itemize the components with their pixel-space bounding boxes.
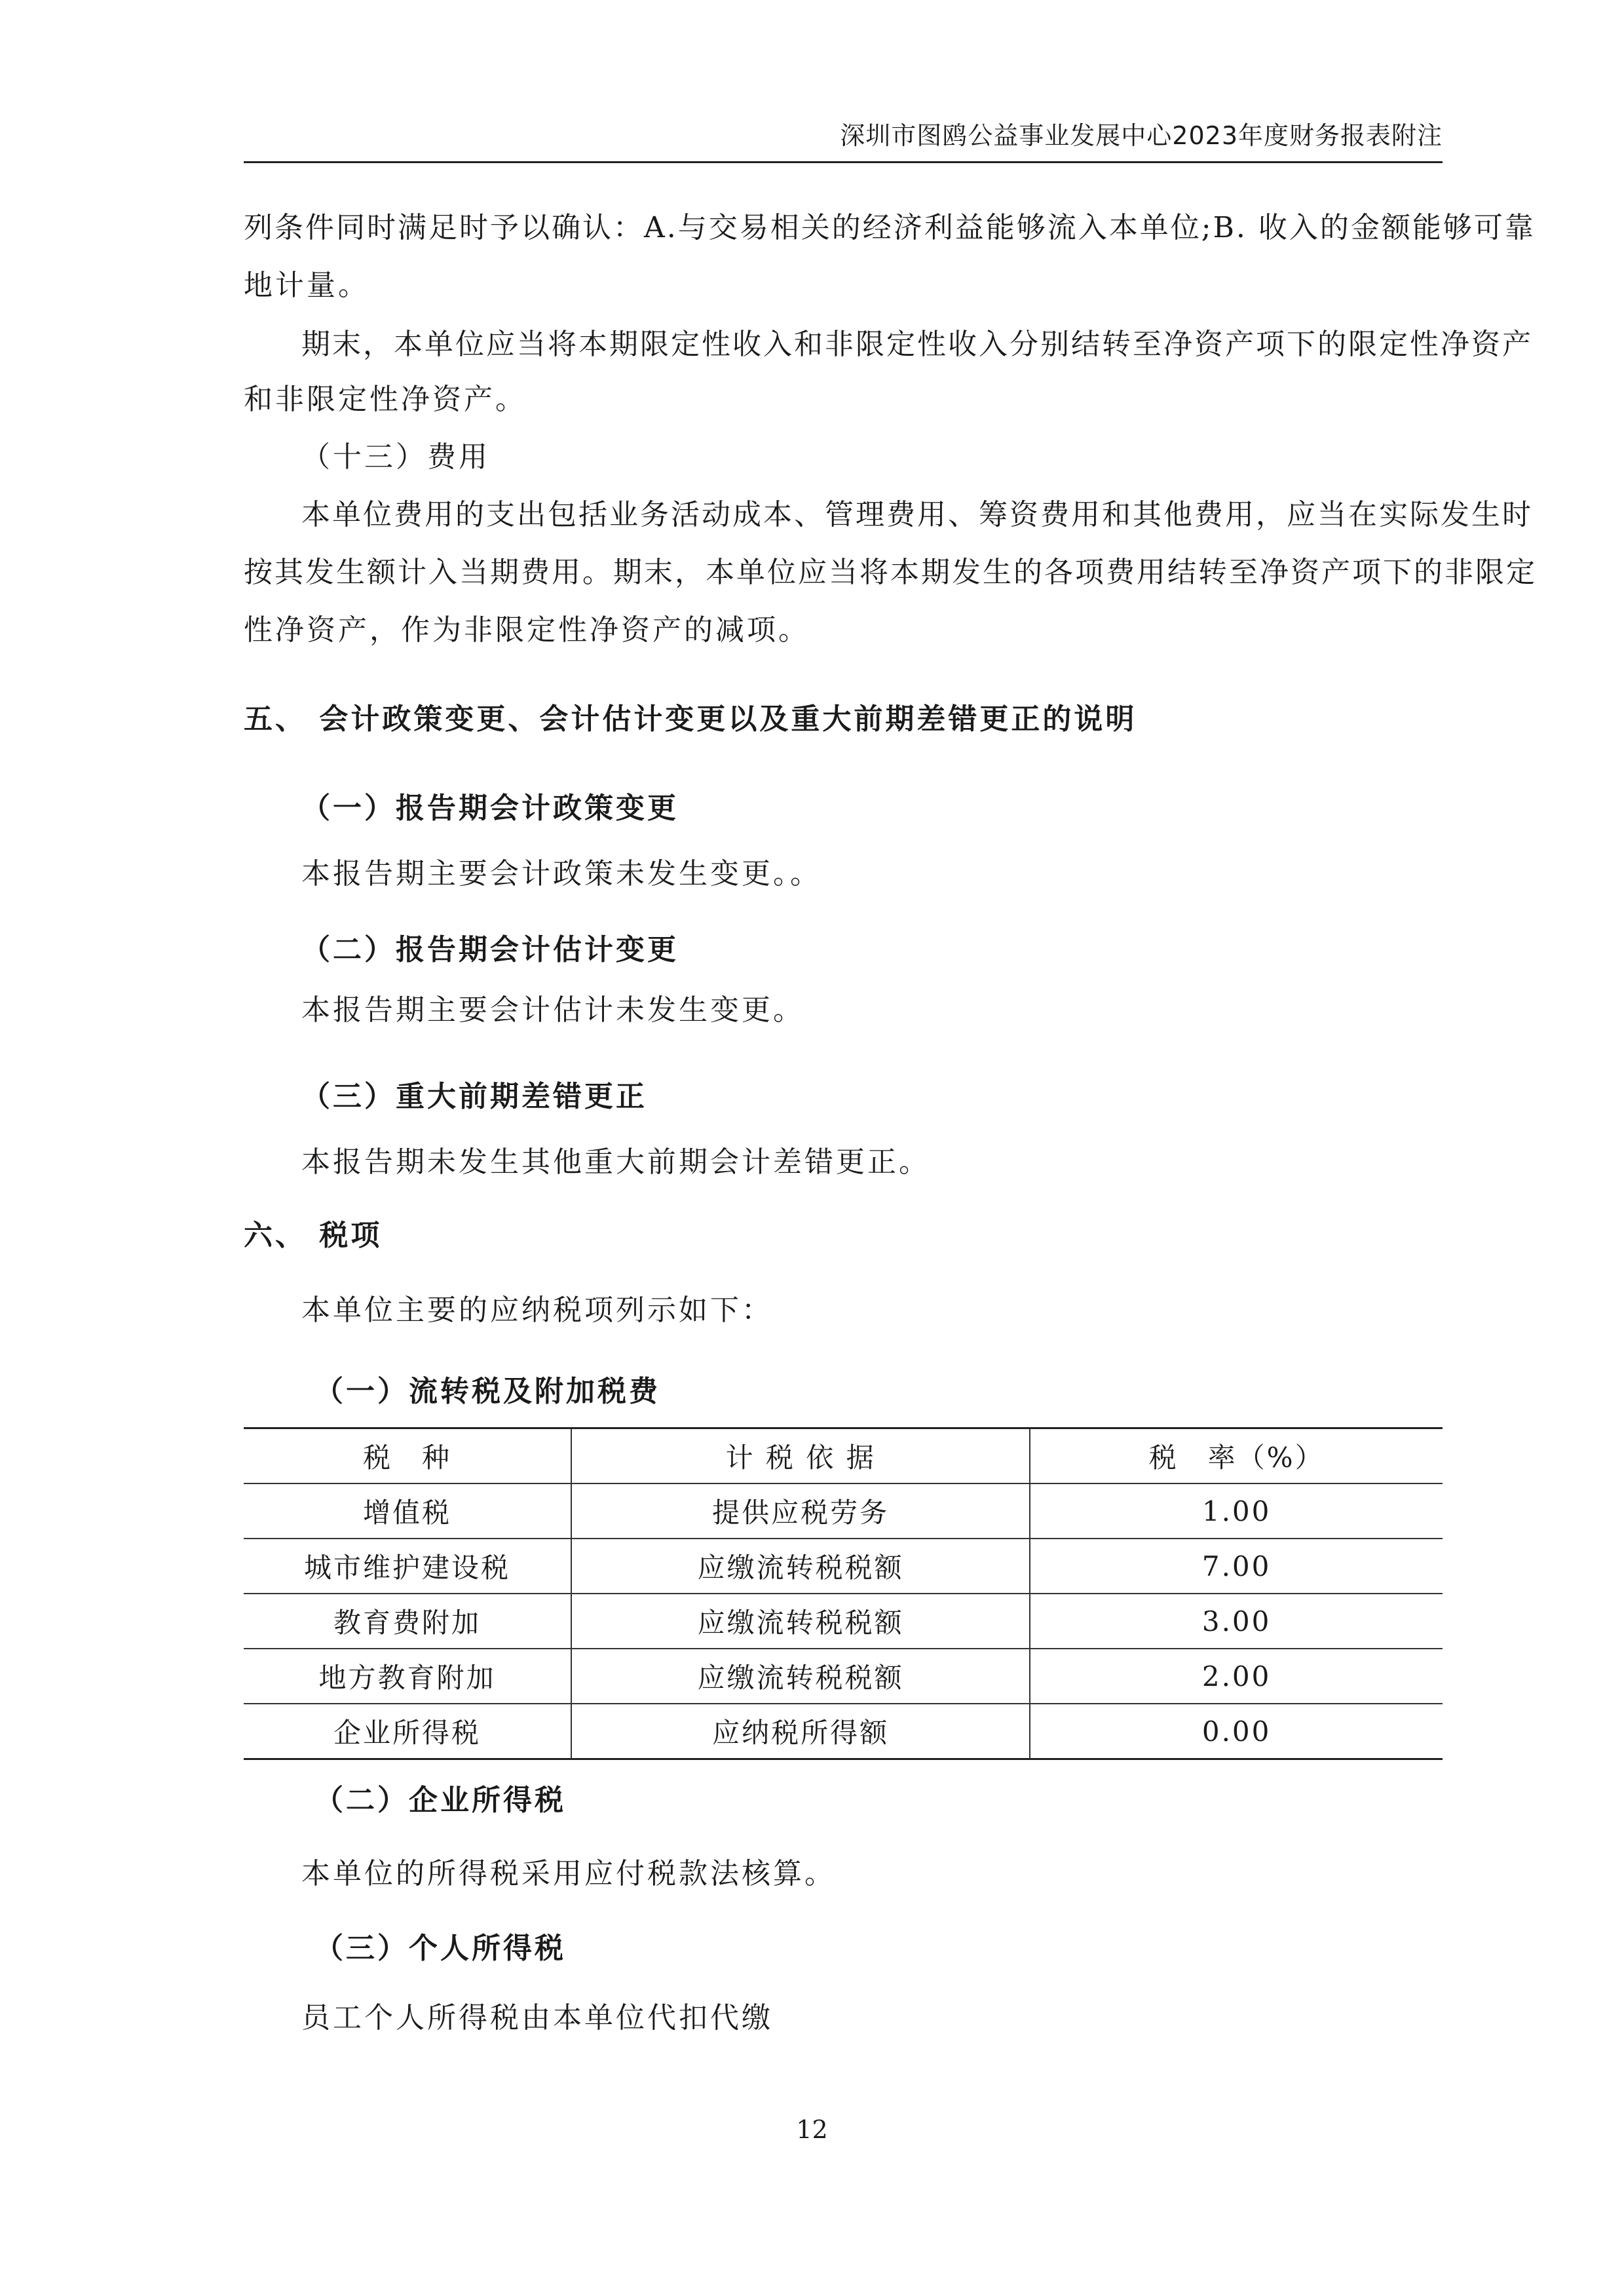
tax-basis-cell: 应缴流转税税额: [571, 1539, 1030, 1594]
table-row: [244, 1483, 1443, 1539]
expense-line-1: 本单位费用的支出包括业务活动成本、管理费用、筹资费用和其他费用，应当在实际发生时: [301, 498, 1533, 531]
section-5-3-text: 本报告期未发生其他重大前期会计差错更正。: [301, 1145, 930, 1179]
tax-rate-cell: 2.00: [1030, 1649, 1443, 1704]
revenue-recognition-line-2: 地计量。: [244, 269, 369, 302]
expense-line-2: 按其发生额计入当期费用。期末，本单位应当将本期发生的各项费用结转至净资产项下的非限定: [244, 556, 1537, 589]
column-header-tax-type: 税 种: [244, 1428, 571, 1484]
table-row: [244, 1594, 1443, 1649]
section-6-3-text: 员工个人所得税由本单位代扣代缴: [301, 2001, 773, 2035]
revenue-recognition-line-1: 列条件同时满足时予以确认：A.与交易相关的经济利益能够流入本单位;B. 收入的金额能够可靠: [244, 211, 1536, 244]
tax-type-cell: 企业所得税: [333, 1717, 481, 1749]
tax-type-cell: 城市维护建设税: [244, 1539, 571, 1594]
heading-expense: （十三）费用: [301, 440, 490, 474]
tax-rate-cell: 7.00: [1030, 1539, 1443, 1594]
table-row: [244, 1649, 1443, 1704]
tax-rate-cell: 0.00: [1030, 1704, 1443, 1759]
page-number: 12: [796, 2115, 828, 2144]
table-row: [244, 1539, 1443, 1594]
section-5-1-text: 本报告期主要会计政策未发生变更。。: [301, 857, 821, 890]
tax-type-cell: 地方教育附加: [244, 1649, 571, 1704]
section-6-3-heading: （三）个人所得税: [314, 1932, 566, 1965]
table-row: [244, 1704, 1443, 1759]
section-5-3-heading: （三）重大前期差错更正: [301, 1080, 647, 1113]
section-6-heading: 六、 税项: [244, 1219, 383, 1252]
tax-rate-cell: 1.00: [1030, 1483, 1443, 1539]
table-header-row: [244, 1428, 1443, 1484]
tax-basis-cell: 提供应税劳务: [571, 1483, 1030, 1539]
page-header: [244, 110, 1443, 163]
section-6-intro: 本单位主要的应纳税项列示如下：: [301, 1293, 773, 1327]
column-header-tax-basis: 计 税 依 据: [571, 1428, 1030, 1484]
tax-type-cell: 增值税: [244, 1483, 571, 1539]
section-5-2-text: 本报告期主要会计估计未发生变更。: [301, 993, 804, 1027]
header-title: 深圳市图鸥公益事业发展中心2023年度财务报表附注: [840, 121, 1443, 150]
section-5-heading: 五、 会计政策变更、会计估计变更以及重大前期差错更正的说明: [244, 702, 1137, 736]
tax-table: [244, 1427, 1443, 1760]
column-header-tax-rate: 税 率（%）: [1030, 1428, 1443, 1484]
tax-basis-cell: 应纳税所得额: [571, 1704, 1030, 1759]
section-5-2-heading: （二）报告期会计估计变更: [301, 933, 679, 966]
tax-type-cell: 教育费附加: [244, 1594, 571, 1649]
tax-rate-cell: 3.00: [1030, 1594, 1443, 1649]
tax-basis-cell: 应缴流转税税额: [571, 1594, 1030, 1649]
period-end-line-2: 和非限定性净资产。: [244, 383, 527, 416]
section-6-1-heading: （一）流转税及附加税费: [314, 1375, 660, 1408]
section-5-1-heading: （一）报告期会计政策变更: [301, 792, 679, 825]
tax-basis-cell: 应缴流转税税额: [571, 1649, 1030, 1704]
section-6-2-heading: （二）企业所得税: [314, 1784, 566, 1817]
period-end-line-1: 期末，本单位应当将本期限定性收入和非限定性收入分别结转至净资产项下的限定性净资产: [301, 328, 1533, 361]
expense-line-3: 性净资产，作为非限定性净资产的减项。: [244, 613, 810, 647]
section-6-2-text: 本单位的所得税采用应付税款法核算。: [301, 1857, 836, 1890]
